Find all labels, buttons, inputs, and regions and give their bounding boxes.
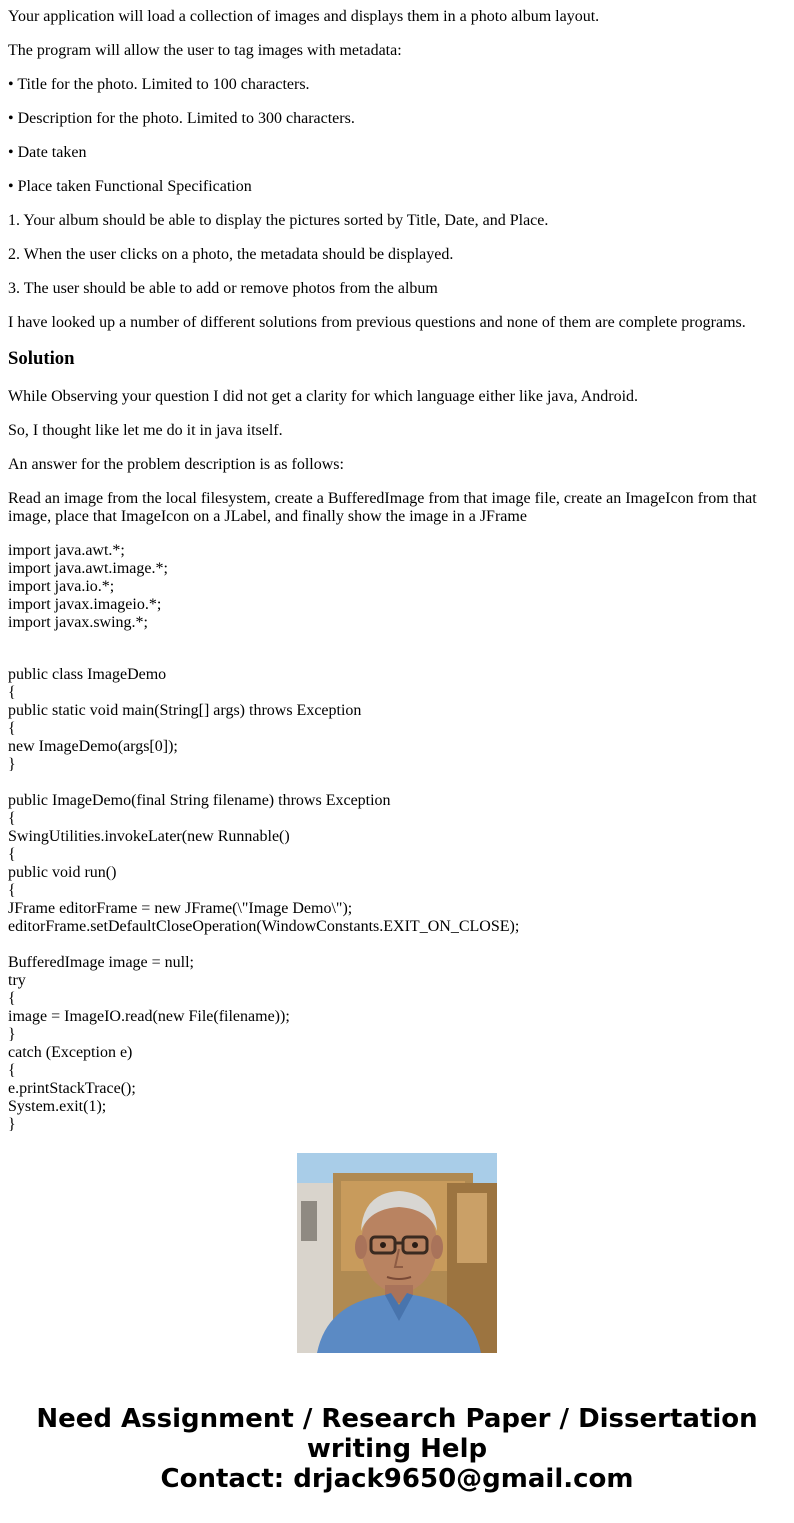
code-line: { xyxy=(8,990,16,1007)
question-intro: Your application will load a collection of images and displays them in a photo album layout. xyxy=(8,8,600,25)
code-line: { xyxy=(8,1062,16,1079)
solution-para-2: So, I thought like let me do it in java itself. xyxy=(8,422,283,439)
code-line: public class ImageDemo xyxy=(8,666,167,683)
code-line: new ImageDemo(args[0]); xyxy=(8,738,178,755)
promo-contact: Contact: drjack9650@gmail.com xyxy=(160,1464,634,1494)
author-portrait-image xyxy=(297,1153,497,1353)
question-section xyxy=(8,0,786,332)
code-line: } xyxy=(8,756,16,773)
code-gap xyxy=(8,774,786,792)
code-line: SwingUtilities.invokeLater(new Runnable() xyxy=(8,828,290,845)
code-line: image = ImageIO.read(new File(filename)); xyxy=(8,1008,290,1025)
author-avatar xyxy=(297,1153,497,1353)
code-line: } xyxy=(8,1116,16,1133)
bullet-description: • Description for the photo. Limited to 300 characters. xyxy=(8,110,355,127)
question-closing: I have looked up a number of different solutions from previous questions and none of them are complete programs. xyxy=(8,314,746,331)
solution-para-4: Read an image from the local filesystem, create a BufferedImage from that image file, create an ImageIcon from that image, place that ImageIcon on a JLabel, and finally show the image in a JFrame xyxy=(8,490,757,525)
code-line: public static void main(String[] args) throws Exception xyxy=(8,702,362,719)
code-line: editorFrame.setDefaultCloseOperation(WindowConstants.EXIT_ON_CLOSE); xyxy=(8,918,520,935)
code-line: import java.io.*; xyxy=(8,578,115,595)
code-line: JFrame editorFrame = new JFrame(\"Image Demo\"); xyxy=(8,900,353,917)
code-gap xyxy=(8,936,786,954)
solution-para-3: An answer for the problem description is as follows: xyxy=(8,456,344,473)
code-line: { xyxy=(8,720,16,737)
bullet-date: • Date taken xyxy=(8,144,87,161)
code-line: { xyxy=(8,684,16,701)
code-block xyxy=(8,542,786,1134)
code-line: System.exit(1); xyxy=(8,1098,107,1115)
code-gap xyxy=(8,632,786,666)
code-line: { xyxy=(8,846,16,863)
document-content xyxy=(8,0,786,1133)
spec-item-2: 2. When the user clicks on a photo, the metadata should be displayed. xyxy=(8,246,454,263)
code-line: import javax.swing.*; xyxy=(8,614,148,631)
promo-line-1: Need Assignment / Research Paper / Dissertation xyxy=(36,1404,758,1434)
solution-para-1: While Observing your question I did not get a clarity for which language either like java, Android. xyxy=(8,388,639,405)
promo-line-2: writing Help xyxy=(306,1434,488,1464)
spec-item-1: 1. Your album should be able to display the pictures sorted by Title, Date, and Place. xyxy=(8,212,549,229)
code-line: BufferedImage image = null; xyxy=(8,954,194,971)
code-line: import java.awt.*; xyxy=(8,542,125,559)
bullet-place: • Place taken Functional Specification xyxy=(8,178,252,195)
spec-item-3: 3. The user should be able to add or remove photos from the album xyxy=(8,280,438,297)
solution-heading: Solution xyxy=(8,348,75,369)
code-line: public ImageDemo(final String filename) throws Exception xyxy=(8,792,391,809)
code-line: { xyxy=(8,882,16,899)
code-line: e.printStackTrace(); xyxy=(8,1080,136,1097)
code-line: { xyxy=(8,810,16,827)
promo-banner xyxy=(0,1404,794,1494)
bullet-title: • Title for the photo. Limited to 100 characters. xyxy=(8,76,310,93)
code-line: import java.awt.image.*; xyxy=(8,560,168,577)
code-line: public void run() xyxy=(8,864,117,881)
code-line: } xyxy=(8,1026,16,1043)
question-metadata-intro: The program will allow the user to tag images with metadata: xyxy=(8,42,402,59)
code-line: try xyxy=(8,972,26,989)
code-line: catch (Exception e) xyxy=(8,1044,133,1061)
code-line: import javax.imageio.*; xyxy=(8,596,162,613)
